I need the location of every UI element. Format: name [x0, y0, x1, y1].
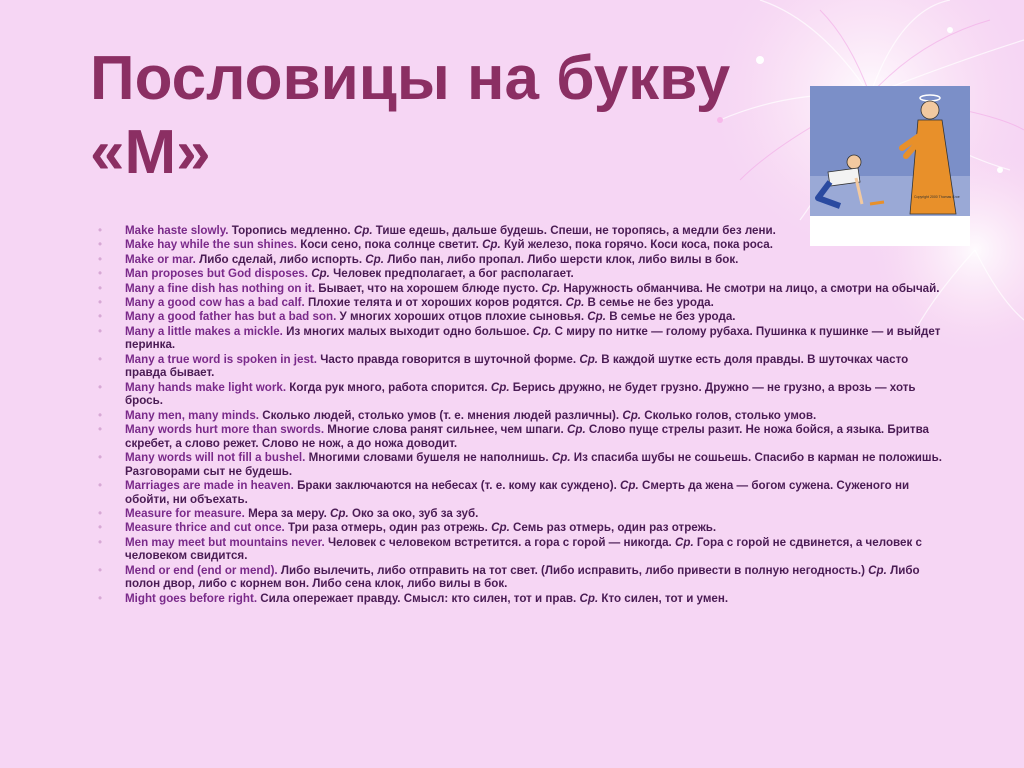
compare-label: Ср.	[675, 535, 694, 549]
proverb-list	[118, 224, 946, 606]
proverb-equivalent: Семь раз отмерь, один раз отрежь.	[509, 521, 717, 535]
proverb-translation: Многими словами бушеля не наполнишь.	[305, 451, 552, 465]
proverb-english: Make hay while the sun shines.	[125, 238, 298, 252]
proverb-english: Man proposes but God disposes.	[125, 267, 308, 281]
proverb-translation: Человек с человеком встретится. а гора с горой — никогда.	[324, 535, 675, 549]
list-item	[118, 507, 946, 521]
compare-label: Ср.	[868, 563, 887, 577]
proverb-equivalent: Сколько голов, столько умов.	[641, 408, 817, 422]
compare-label: Ср.	[587, 310, 606, 324]
list-item	[118, 353, 946, 380]
proverb-english: Many words will not fill a bushel.	[125, 451, 306, 465]
proverb-english: Mend or end (end or mend).	[125, 563, 278, 577]
compare-label: Ср.	[311, 267, 330, 281]
proverb-equivalent: Слово пуще стрелы разит. Не ножа бойся, а языка. Бритва скребет, а слово режет. Слово не нож, а до ножа доводит.	[125, 423, 930, 450]
compare-label: Ср.	[330, 507, 349, 521]
illustration	[810, 86, 970, 246]
proverb-english: Make haste slowly.	[125, 224, 229, 237]
proverb-english: Many a fine dish has nothing on it.	[125, 281, 316, 295]
compare-label: Ср.	[622, 408, 642, 422]
compare-label: Ср.	[365, 252, 384, 266]
list-item	[118, 325, 946, 352]
proverb-english: Make or mar.	[125, 252, 196, 266]
proverb-translation: Сила опережает правду. Смысл: кто силен, тот и прав.	[257, 591, 580, 605]
proverb-equivalent: С миру по нитке — голому рубаха. Пушинка к пушинке — и выйдет перинка.	[125, 324, 941, 352]
proverb-english: Many hands make light work.	[125, 380, 287, 394]
list-item	[118, 536, 946, 563]
proverb-translation: Три раза отмерь, один раз отрежь.	[284, 521, 492, 535]
list-item	[118, 451, 946, 478]
list-item	[118, 479, 946, 506]
list-item	[118, 592, 946, 606]
compare-label: Ср.	[566, 423, 586, 437]
compare-label: Ср.	[541, 281, 561, 295]
list-item	[118, 381, 946, 408]
list-item	[118, 310, 946, 324]
proverb-equivalent: Из спасиба шубы не сошьешь. Спасибо в карман не положишь. Разговорами сыт не будешь.	[125, 451, 942, 478]
page-title: Пословицы на букву «М»	[90, 44, 731, 187]
proverb-equivalent: Кто силен, тот и умен.	[598, 591, 729, 605]
proverb-equivalent: Смерть да жена — богом сужена. Суженого ни обойти, ни объехать.	[125, 479, 910, 506]
list-item	[118, 409, 946, 423]
illustration-caption: Copyright 2000 Thomas Kroe	[914, 195, 960, 199]
proverb-translation: Браки заключаются на небесах (т. е. кому как суждено).	[293, 479, 621, 493]
compare-label: Ср.	[579, 352, 599, 366]
proverb-translation: Коси сено, пока солнце светит.	[297, 238, 483, 252]
compare-label: Ср.	[620, 479, 639, 493]
proverb-translation: Сколько людей, столько умов (т. е. мнения людей различны).	[259, 408, 623, 422]
compare-label: Ср.	[551, 451, 571, 465]
list-item	[118, 296, 946, 310]
compare-label: Ср.	[532, 324, 552, 338]
proverb-equivalent: Тише едешь, дальше будешь. Спеши, не торопясь, а медли без лени.	[372, 224, 776, 237]
proverb-translation: Когда рук много, работа спорится.	[286, 380, 491, 394]
proverb-equivalent: В семье не без урода.	[584, 295, 714, 309]
proverb-translation: Плохие телята и от хороших коров родятся.	[304, 295, 566, 309]
list-item	[118, 521, 946, 535]
proverb-english: Many a good father has but a bad son.	[125, 310, 337, 324]
proverb-equivalent: Наружность обманчива. Не смотри на лицо, а смотри на обычай.	[560, 281, 940, 295]
list-item	[118, 282, 946, 296]
proverb-english: Many a true word is spoken in jest.	[125, 352, 317, 366]
proverb-translation: Часто правда говорится в шуточной форме.	[317, 352, 580, 366]
proverb-equivalent: Либо пан, либо пропал. Либо шерсти клок, либо вилы в бок.	[383, 252, 739, 266]
proverb-english: Many men, many minds.	[125, 408, 260, 422]
proverb-translation: Из многих малых выходит одно большое.	[282, 324, 533, 338]
list-item	[118, 267, 946, 281]
proverb-english: Many a little makes a mickle.	[125, 324, 283, 338]
compare-label: Ср.	[579, 591, 599, 605]
list-item	[118, 238, 946, 252]
proverb-english: Marriages are made in heaven.	[125, 479, 294, 493]
compare-label: Ср.	[482, 238, 501, 252]
list-item	[118, 253, 946, 267]
compare-label: Ср.	[491, 521, 510, 535]
proverb-translation: Бывает, что на хорошем блюде пусто.	[315, 281, 542, 295]
proverb-translation: Либо вылечить, либо отправить на тот свет. (Либо исправить, либо привести в полную негодность.)	[277, 563, 869, 577]
proverb-equivalent: Либо полон двор, либо с корнем вон. Либо сена клок, либо вилы в бок.	[125, 563, 920, 591]
proverb-english: Many words hurt more than swords.	[125, 423, 325, 437]
proverb-equivalent: Куй железо, пока горячо. Коси коса, пока роса.	[500, 238, 773, 252]
proverb-english: Men may meet but mountains never.	[125, 535, 325, 549]
list-item	[118, 423, 946, 450]
compare-label: Ср.	[565, 295, 585, 309]
proverb-english: Measure thrice and cut once.	[125, 521, 285, 535]
proverb-equivalent: Берись дружно, не будет грузно. Дружно — не грузно, а врозь — хоть брось.	[125, 380, 916, 408]
proverb-equivalent: В каждой шутке есть доля правды. В шуточках часто правда бывает.	[125, 352, 909, 380]
proverb-english: Measure for measure.	[125, 507, 245, 521]
proverb-translation: Мера за меру.	[244, 507, 331, 521]
proverb-english: Might goes before right.	[125, 591, 258, 605]
proverb-translation: Торопись медленно.	[228, 224, 354, 237]
compare-label: Ср.	[353, 224, 373, 237]
list-item	[118, 564, 946, 591]
proverb-equivalent: Око за око, зуб за зуб.	[348, 507, 479, 521]
proverb-equivalent: Гора с горой не сдвинется, а человек с человеком свидится.	[125, 535, 922, 563]
proverb-translation: Либо сделай, либо испорть.	[195, 252, 366, 266]
proverb-translation: У многих хороших отцов плохие сыновья.	[336, 310, 588, 324]
proverb-equivalent: В семье не без урода.	[605, 310, 736, 324]
proverb-equivalent: Человек предполагает, а бог располагает.	[329, 267, 574, 281]
list-item	[118, 224, 946, 238]
proverb-translation: Многие слова ранят сильнее, чем шпаги.	[324, 423, 567, 437]
compare-label: Ср.	[490, 380, 510, 394]
proverb-english: Many a good cow has a bad calf.	[125, 295, 305, 309]
